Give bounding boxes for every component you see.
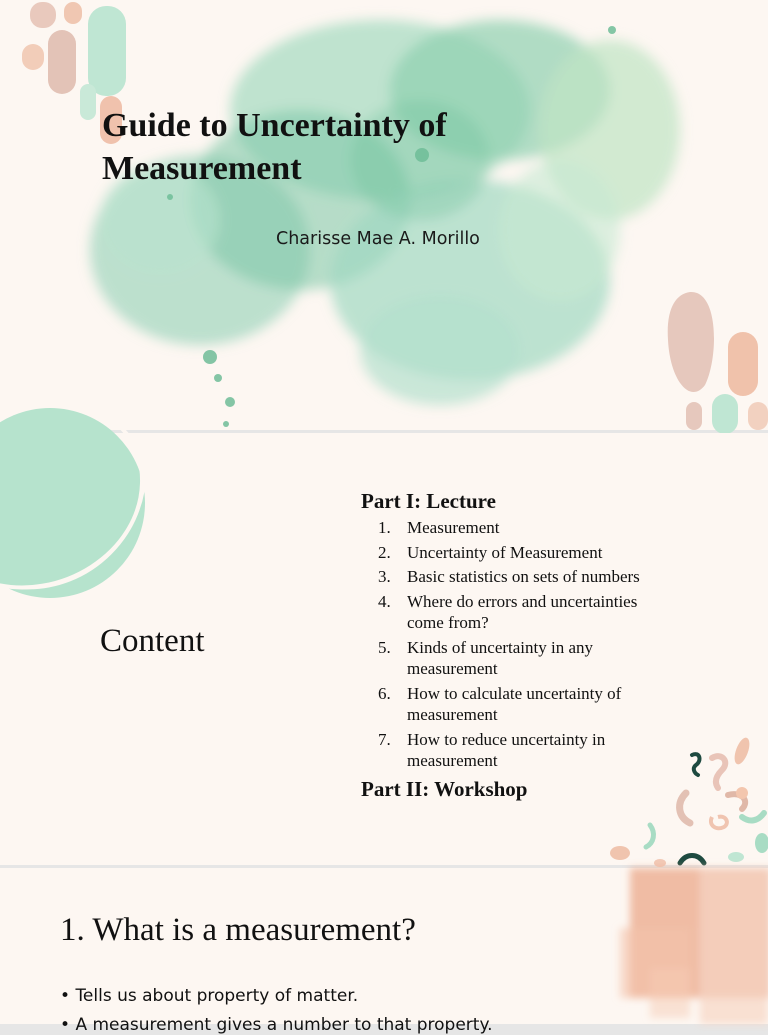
green-watercolor-splash	[90, 20, 680, 405]
bullet-item: • Tells us about property of matter.	[60, 986, 359, 1006]
list-item: 6. How to calculate uncertainty of measurement	[378, 683, 622, 724]
mint-circle-decoration	[0, 408, 145, 598]
title-slide	[0, 0, 768, 430]
content-slide	[0, 433, 768, 865]
content-heading: Content	[100, 623, 205, 659]
list-item: 5. Kinds of uncertainty in any measurement	[378, 637, 594, 678]
list-item: 1. Measurement	[378, 518, 500, 537]
list-item: 2. Uncertainty of Measurement	[378, 542, 603, 562]
part1-heading: Part I: Lecture	[361, 489, 496, 513]
list-item: 7. How to reduce uncertainty in measurement	[378, 729, 606, 770]
decorative-pills-bottom-right	[668, 292, 768, 434]
list-item: 3. Basic statistics on sets of numbers	[378, 567, 640, 586]
measurement-slide	[0, 868, 768, 1035]
bullet-item: • A measurement gives a number to that property.	[60, 1015, 493, 1035]
author-name: Charisse Mae A. Morillo	[276, 229, 480, 249]
presentation-title: Guide to Uncertainty of Measurement	[102, 107, 447, 187]
watercolor-background	[0, 0, 768, 430]
part2-heading: Part II: Workshop	[361, 777, 528, 801]
slide-heading: 1. What is a measurement?	[60, 912, 416, 948]
list-item: 4. Where do errors and uncertainties come from?	[378, 591, 638, 632]
peach-watercolor-decoration	[620, 868, 768, 1024]
lecture-topic-list	[378, 517, 678, 775]
